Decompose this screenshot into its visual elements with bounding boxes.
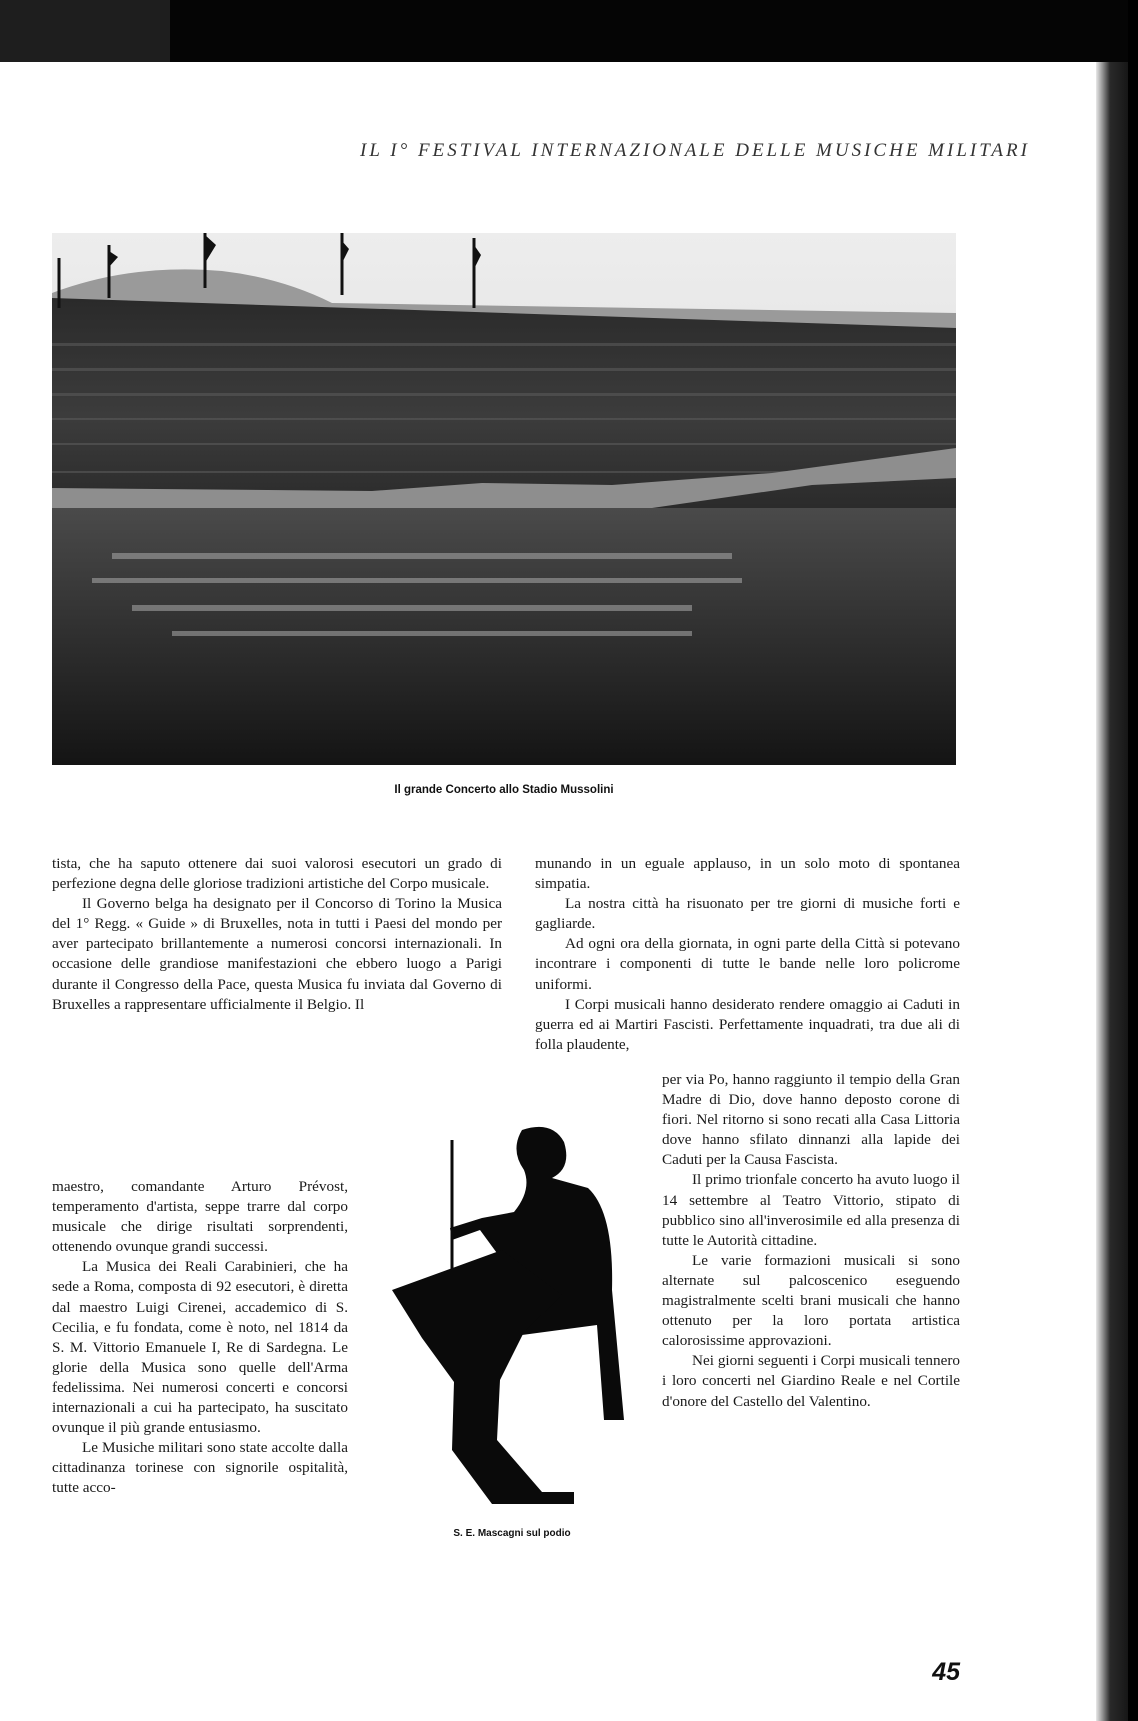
portrait-caption: S. E. Mascagni sul podio [453, 1528, 571, 1539]
paragraph: Le varie formazioni musicali si sono alternate sul palcoscenico eseguendo magistralmente scelti brani musicali che hanno ottenuto per la loro portata artistica calorosissime approvazioni. [662, 1251, 960, 1350]
book-spine-edge [1128, 0, 1138, 1721]
paragraph: per via Po, hanno raggiunto il tempio della Gran Madre di Dio, dove hanno deposto corone di fiori. Nel ritorno si sono recati alla Casa Littoria dove hanno sfilato dinnanzi alla lapide dei Caduti per la Causa Fascista. [662, 1071, 960, 1169]
paragraph: tista, che ha saputo ottenere dai suoi valorosi esecutori un grado di perfezione degna delle gloriose tradizioni artistiche del Corpo musicale. [52, 855, 502, 893]
column-left-narrow [52, 1177, 348, 1499]
paragraph: Il Governo belga ha designato per il Concorso di Torino la Musica del 1° Regg. « Guide » di Bruxelles, nota in tutti i Paesi del mondo per aver partecipato brillantemente a numerosi concorsi internazionali. In occasione delle grandiose manifestazioni che ebbero luogo a Parigi durante il Congresso della Pace, questa Musica fu inviata dal Governo di Bruxelles a rappresentare ufficialmente il Belgio. Il [52, 895, 502, 1013]
paragraph: La nostra città ha risuonato per tre giorni di musiche forti e gagliarde. [535, 895, 960, 933]
scan-top-border [0, 0, 1138, 62]
column-right-top [535, 854, 960, 1055]
paragraph: munando in un eguale applauso, in un solo moto di spontanea simpatia. [535, 855, 960, 893]
paragraph: Il primo trionfale concerto ha avuto luogo il 14 settembre al Teatro Vittorio, stipato di pubblico sino all'inverosimile ed alla presenza di tutte le Autorità cittadine. [662, 1171, 960, 1249]
paragraph: Le Musiche militari sono state accolte dalla cittadinanza torinese con signorile ospitalità, tutte acco- [52, 1439, 348, 1497]
photo-field [52, 508, 956, 765]
paragraph: Nei giorni seguenti i Corpi musicali tennero i loro concerti nel Giardino Reale e nel Cortile d'onore del Castello del Valentino. [662, 1352, 960, 1410]
conductor-silhouette [392, 1120, 632, 1520]
paragraph: I Corpi musicali hanno desiderato rendere omaggio ai Caduti in guerra ed ai Martiri Fascisti. Perfettamente inquadrati, tra due ali di folla plaudente, [535, 995, 960, 1053]
paragraph: La Musica dei Reali Carabinieri, che ha sede a Roma, composta di 92 esecutori, è diretta dal maestro Luigi Cirenei, accademico di S. Cecilia, e fu fondata, come è noto, nel 1814 da S. M. Vittorio Emanuele I, Re di Sardegna. Le glorie della Musica sono quelle dell'Arma fedelissima. Nei numerosi concerti e concorsi internazionali a cui ha partecipato, ha suscitato ovunque il più grande entusiasmo. [52, 1258, 348, 1437]
music-stand [392, 1250, 574, 1504]
stadium-concert-photo [52, 233, 956, 765]
scan-top-border-shade [0, 0, 170, 62]
paragraph: maestro, comandante Arturo Prévost, temperamento d'artista, seppe trarre dal corpo musicale che dirige risultati sorprendenti, ottenendo ovunque grandi successi. [52, 1178, 348, 1256]
running-head: IL I° FESTIVAL INTERNAZIONALE DELLE MUSICHE MILITARI [360, 140, 1030, 161]
photo-caption: Il grande Concerto allo Stadio Mussolini [394, 784, 614, 796]
column-left-top [52, 854, 502, 1015]
paragraph: Ad ogni ora della giornata, in ogni parte della Città si potevano incontrare i componenti di tutte le bande nelle loro policrome uniformi. [535, 935, 960, 993]
column-right-narrow [662, 1070, 960, 1412]
page-number: 45 [932, 1658, 960, 1686]
